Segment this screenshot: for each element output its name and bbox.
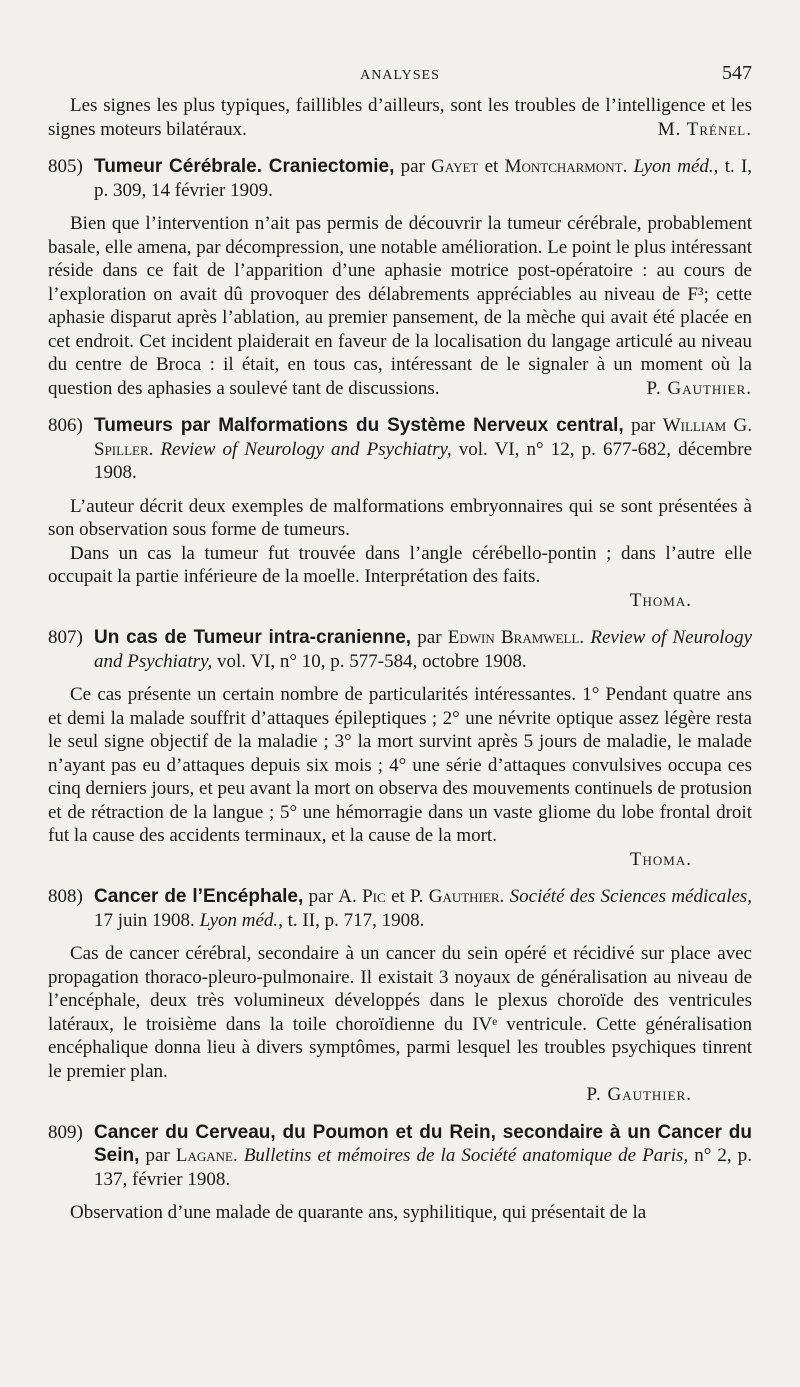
entry-number: 805) (48, 156, 83, 177)
entry-806 (48, 414, 752, 612)
entry-heading (48, 414, 752, 485)
entry-details: 17 juin 1908. (94, 909, 195, 931)
entry-805 (48, 155, 752, 400)
entry-details: t. I, p. 309, 14 février 1909. (94, 156, 753, 201)
entry-source: Review of Neurology and Psychiatry, (94, 627, 752, 672)
entry-title: Tumeur Cérébrale. Craniectomie, (94, 156, 395, 177)
intro-signature: M. Trénel. (657, 118, 752, 140)
entry-and: et (484, 156, 499, 177)
entry-body: L’auteur décrit deux exemples de malformations embryonnaires qui se sont présentées à son observation sous forme de tumeurs. (48, 495, 752, 540)
entry-author-2: P. Gauthier. (410, 886, 505, 907)
intro-paragraph (48, 94, 752, 141)
entry-body: Cas de cancer cérébral, secondaire à un cancer du sein opéré et récidivé sur place avec propagation thoraco-pleuro-pulmonaire. Il existait 3 noyaux de généralisation au niveau de l’encéphale, deux très volumineux développés dans le plexus choroïde des ventricules latéraux, le troisième dans la toile choroïdienne du IVᵉ ventricule. Cette généralisation encéphalique donna lieu à divers symptômes, parmi lesquel les troubles psychiques tinrent le premier plan. (48, 943, 752, 1082)
entry-by: par (145, 1145, 170, 1166)
entry-author: Gayet (431, 156, 479, 177)
running-head (48, 60, 752, 94)
entry-details: vol. VI, n° 12, p. 677-682, décembre 1908. (94, 438, 753, 483)
entry-source: Review of Neurology and Psychiatry, (160, 438, 452, 460)
running-title: ANALYSES (360, 68, 440, 83)
entry-author: Edwin Bramwell. (447, 627, 585, 648)
entry-signature: P. Gauthier. (586, 1084, 692, 1105)
entry-signature: Thoma. (629, 848, 692, 870)
entry-source: Société des Sciences médicales, (509, 886, 753, 907)
entry-number: 809) (48, 1121, 83, 1143)
entry-by: par (308, 886, 333, 907)
entry-title: Cancer du Cerveau, du Poumon et du Rein, secondaire à un Cancer du Sein, (94, 1121, 752, 1166)
entry-details: vol. VI, n° 10, p. 577-584, octobre 1908. (216, 650, 527, 672)
entry-title: Cancer de l’Encéphale, (94, 886, 304, 907)
entry-807 (48, 626, 752, 871)
entry-signature: Thoma. (629, 589, 692, 611)
intro-text: Les signes les plus typiques, faillibles d’ailleurs, sont les troubles de l’intelligence et les signes moteurs bilatéraux. (48, 95, 752, 140)
entry-by: par (631, 415, 656, 436)
entry-heading (48, 1121, 752, 1192)
entry-by: par (400, 156, 425, 177)
entry-number: 807) (48, 627, 83, 648)
entry-and: et (391, 886, 405, 907)
entry-source-2: Lyon méd., (199, 909, 283, 931)
entry-body: Observation d’une malade de quarante ans, syphilitique, qui présentait de la (70, 1202, 647, 1223)
entry-source: Lyon méd., (633, 156, 719, 177)
entry-808 (48, 885, 752, 1107)
entry-details-2: t. II, p. 717, 1908. (287, 909, 425, 931)
entry-body-2: Dans un cas la tumeur fut trouvée dans l’angle cérébello-pontin ; dans l’autre elle occupait la partie inférieure de la moelle. Interprétation des faits. (48, 542, 752, 587)
entry-body: Bien que l’intervention n’ait pas permis de découvrir la tumeur cérébrale, probablement basale, elle amena, par décompression, une notable amélioration. Le point le plus intéressant réside dans ce fait de l’apparition d’une aphasie motrice post-opératoire : au cours de l’exploration on avait dû provoquer des délabrements appréciables au niveau de F³; cette aphasie disparut après l’ablation, au premier pansement, de la mèche qui avait été placée en cet endroit. Cet incident plaiderait en faveur de la localisation du langage articulé au niveau du centre de Broca : il était, en tous cas, intéressant de le signaler à un moment où la question des aphasies a soulevé tant de discussions. (48, 213, 752, 399)
entry-809 (48, 1121, 752, 1225)
entry-author: A. Pic (338, 886, 386, 907)
entry-heading (48, 626, 752, 673)
entry-heading (48, 885, 752, 932)
entry-signature: P. Gauthier. (646, 377, 752, 399)
entry-body: Ce cas présente un certain nombre de particularités intéressantes. 1° Pendant quatre ans et demi la malade souffrit d’attaques épileptiques ; 2° une névrite optique assez légère resta le seul signe objectif de la maladie ; 3° la mort survint après 5 jours de maladie, le malade n’ayant pas eu d’attaques depuis six mois ; 4° une série d’attaques convulsives occupa ces cinq derniers jours, et peu avant la mort on observa des mouvements continuels de protusion et de rétraction de la langue ; 5° une hémorragie dans un vaste gliome du lobe frontal droit fut la cause des accidents terminaux, et la cause de la mort. (48, 684, 752, 846)
entry-heading (48, 155, 752, 202)
entry-title: Tumeurs par Malformations du Système Nerveux central, (94, 415, 624, 436)
entry-author: Lagane. (175, 1145, 238, 1166)
entry-title: Un cas de Tumeur intra-cranienne, (94, 627, 412, 648)
entry-details: n° 2, p. 137, février 1908. (94, 1145, 753, 1190)
entry-number: 806) (48, 415, 83, 436)
entry-number: 808) (48, 886, 83, 907)
page-number: 547 (722, 62, 752, 84)
entry-by: par (417, 627, 442, 648)
entry-author-2: Montcharmont. (504, 156, 628, 177)
entry-source: Bulletins et mémoires de la Société anatomique de Paris, (243, 1145, 689, 1166)
entry-author: William G. Spiller. (94, 415, 752, 460)
